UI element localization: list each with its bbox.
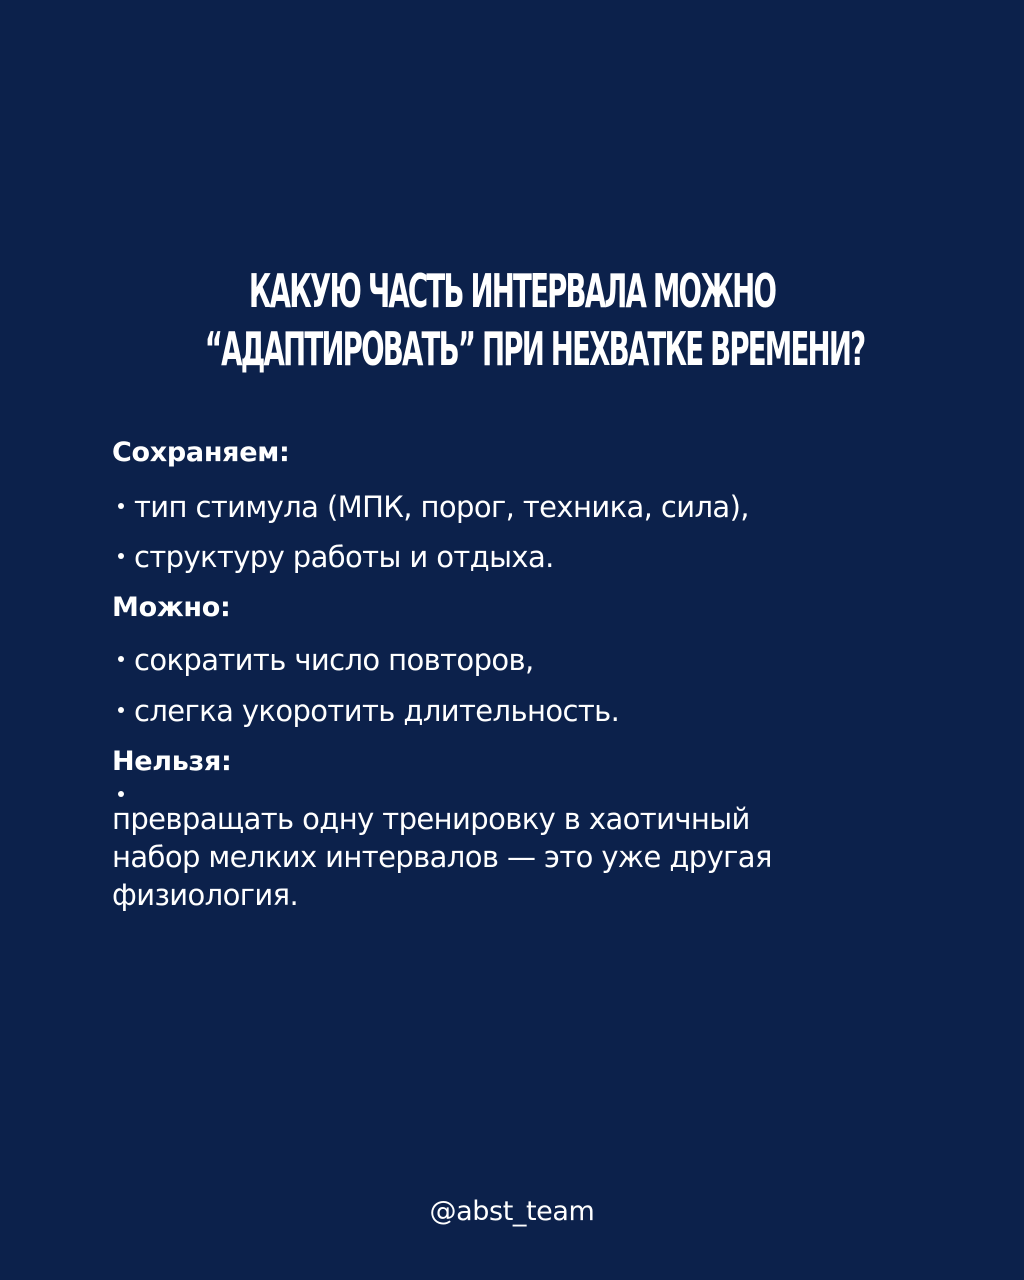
bullet-dot-icon xyxy=(118,791,124,797)
list-item-text: сократить число повторов, xyxy=(134,643,534,677)
list-item xyxy=(112,488,749,526)
list-item-line: физиология. xyxy=(112,878,299,912)
list-item xyxy=(112,538,554,576)
headline-line-2: “АДАПТИРОВАТЬ” ПРИ НЕХВАТКЕ ВРЕМЕНИ? xyxy=(204,322,865,376)
headline-line-1: КАКУЮ ЧАСТЬ ИНТЕРВАЛА МОЖНО xyxy=(248,264,776,318)
list-item xyxy=(112,641,534,679)
section-label-allowed: Можно: xyxy=(112,592,231,623)
bullet-dot-icon xyxy=(118,553,124,559)
list-item xyxy=(112,692,619,730)
bullet-dot-icon xyxy=(118,656,124,662)
section-label-keep: Сохраняем: xyxy=(112,437,290,468)
list-item xyxy=(112,794,912,914)
list-item-text: структуру работы и отдыха. xyxy=(134,540,554,574)
bullet-dot-icon xyxy=(118,503,124,509)
list-item-line: превращать одну тренировку в хаотичный xyxy=(112,794,912,838)
footer-handle: @abst_team xyxy=(429,1196,595,1227)
list-item-text: тип стимула (МПК, порог, техника, сила), xyxy=(134,490,749,524)
list-item-line: набор мелких интервалов — это уже другая xyxy=(112,840,772,874)
bullet-dot-icon xyxy=(118,707,124,713)
section-label-forbidden: Нельзя: xyxy=(112,746,232,777)
headline xyxy=(204,262,865,378)
list-item-text: слегка укоротить длительность. xyxy=(134,694,620,728)
